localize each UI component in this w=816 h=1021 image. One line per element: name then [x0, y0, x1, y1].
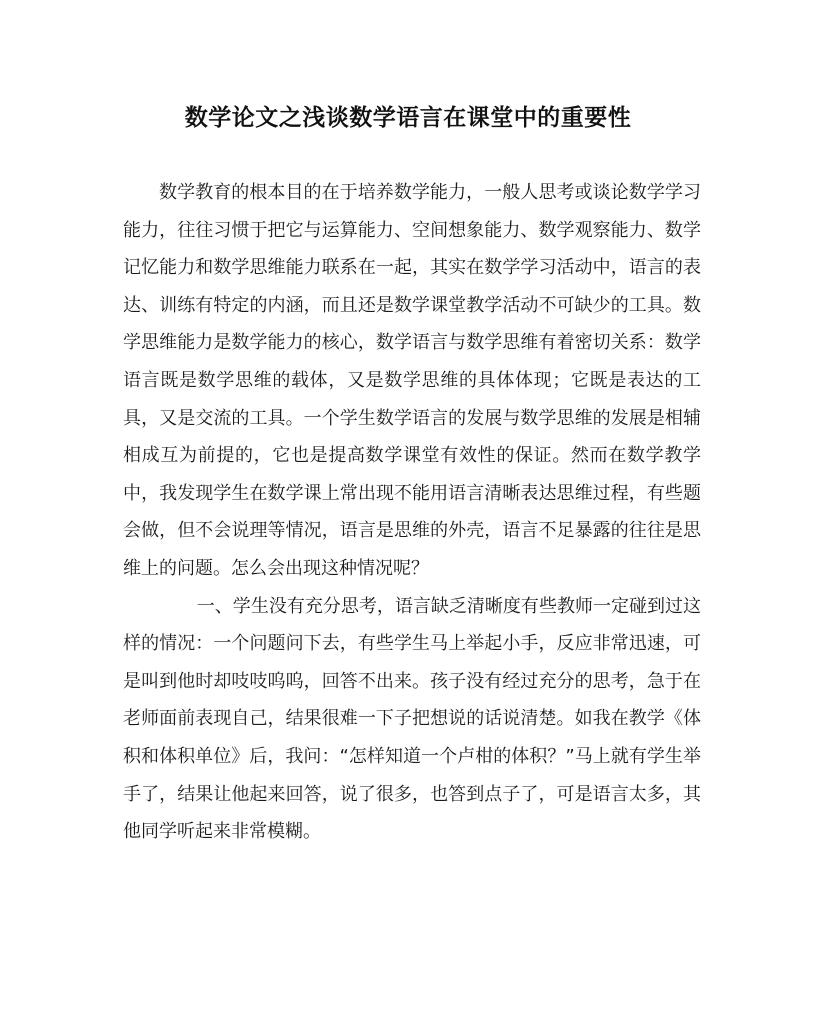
paragraph-intro: 数学教育的根本目的在于培养数学能力，一般人思考或谈论数学学习能力，往往习惯于把它与运算能力、空间想象能力、数学观察能力、数学记忆能力和数学思维能力联系在一起，其实在数学学习活动中，语言的表达、训练有特定的内涵，而且还是数学课堂教学活动不可缺少的工具。数学思维能力是数学能力的核心，数学语言与数学思维有着密切关系：数学语言既是数学思维的载体，又是数学思维的具体体现；它既是表达的工具，又是交流的工具。一个学生数学语言的发展与数学思维的发展是相辅相成互为前提的，它也是提高数学课堂有效性的保证。然而在数学教学中，我发现学生在数学课上常出现不能用语言清晰表达思维过程，有些题会做，但不会说理等情况，语言是思维的外壳，语言不足暴露的往往是思维上的问题。怎么会出现这种情况呢？ [123, 182, 701, 579]
paragraph-section-one: 一、学生没有充分思考，语言缺乏清晰度有些教师一定碰到过这样的情况：一个问题问下去，有些学生马上举起小手，反应非常迅速，可是叫到他时却吱吱呜呜，回答不出来。孩子没有经过充分的思考，急于在老师面前表现自己，结果很难一下子把想说的话说清楚。如我在教学《体积和体积单位》后，我问：“怎样知道一个卢柑的体积？”马上就有学生举手了，结果让他起来回答，说了很多，也答到点子了，可是语言太多，其他同学听起来非常模糊。 [123, 595, 701, 843]
document-body [123, 174, 701, 851]
document-title: 数学论文之浅谈数学语言在课堂中的重要性 [184, 104, 632, 131]
